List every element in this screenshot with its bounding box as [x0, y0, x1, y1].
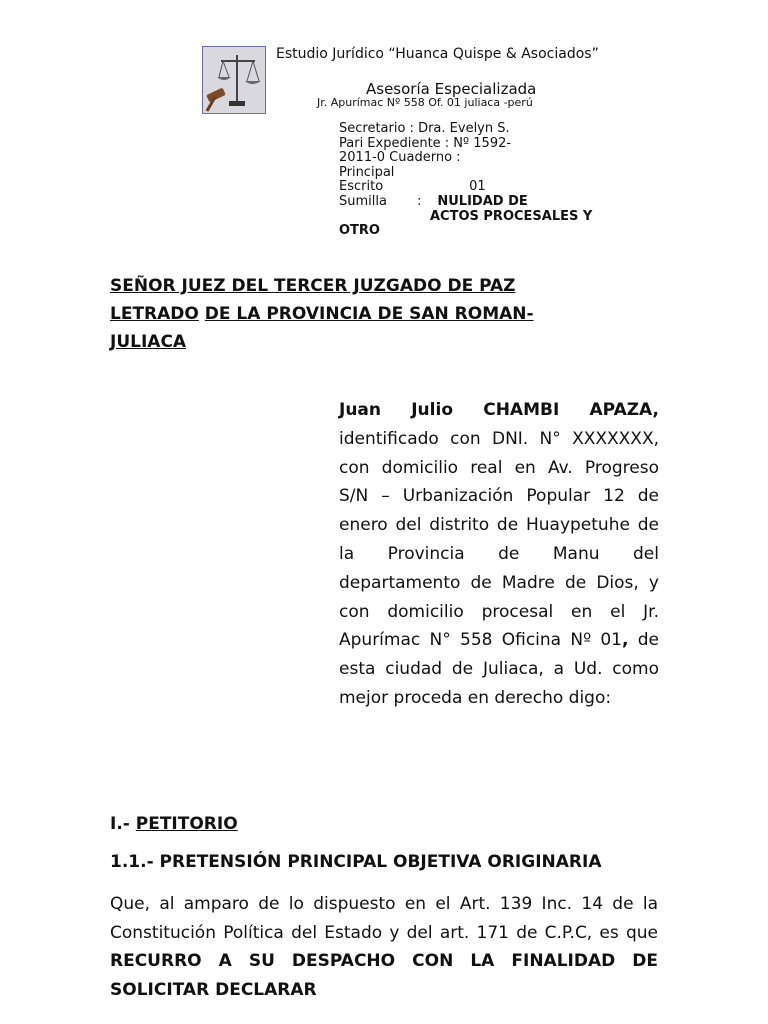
- party-introduction: [339, 396, 659, 713]
- sumilla-value-3: OTRO: [339, 223, 380, 239]
- addressee-line-2a: LETRADO: [110, 304, 199, 324]
- section-petitorio-heading: [110, 814, 238, 834]
- case-info: [339, 122, 639, 239]
- sumilla-label: Sumilla: [339, 193, 387, 209]
- addressee-line-1: SEÑOR JUEZ DEL TERCER JUZGADO DE PAZ: [110, 276, 516, 296]
- body-paragraph: [110, 890, 658, 1004]
- section-title: PETITORIO: [135, 814, 238, 834]
- case-info-expediente: Pari Expediente : Nº 1592-: [339, 135, 512, 151]
- firm-logo: [202, 46, 266, 114]
- addressee-line-3: JULIACA: [110, 332, 187, 352]
- court-addressee: [110, 272, 650, 356]
- sumilla-colon: :: [416, 193, 422, 209]
- body-text-a: Que, al amparo de lo dispuesto en el Art. 139 Inc. 14 de la Constitución Política del Estado y del art. 171 de C.P.C, es que: [110, 894, 658, 943]
- case-info-secretary: Secretario : Dra. Evelyn S.: [339, 121, 510, 136]
- section-1-1-heading: 1.1.- PRETENSIÓN PRINCIPAL OBJETIVA ORIGINARIA: [110, 852, 602, 872]
- firm-tagline: Asesoría Especializada: [366, 80, 537, 98]
- addressee-line-2b: DE LA PROVINCIA DE SAN ROMAN-: [204, 304, 534, 324]
- case-info-cuaderno: 2011-0 Cuaderno :: [339, 150, 461, 166]
- case-info-principal: Principal: [339, 164, 395, 180]
- party-text-a: identificado con DNI. N° XXXXXXX, con domicilio real en Av. Progreso S/N – Urbanización Popular 12 de enero del distrito de Huaypetuhe de la Provincia de Manu del departamento de Madre de Dios, y con domicilio procesal en el Jr. Apurímac N° 558 Oficina Nº 01: [339, 428, 659, 651]
- sumilla-value-1: NULIDAD DE: [437, 193, 528, 209]
- party-name: Juan Julio CHAMBI APAZA,: [339, 400, 659, 420]
- escrito-value: 01: [469, 179, 486, 195]
- body-text-b: RECURRO A SU DESPACHO CON LA FINALIDAD DE SOLICITAR DECLARAR: [110, 951, 658, 1000]
- party-comma: ,: [622, 630, 629, 651]
- party-text-b: de esta ciudad de Juliaca, a Ud. como mejor proceda en derecho digo:: [339, 630, 659, 708]
- firm-address: Jr. Apurímac Nº 558 Of. 01 juliaca -perú: [317, 96, 533, 109]
- scales-of-justice-gavel-icon: [203, 47, 265, 113]
- firm-name: Estudio Jurídico “Huanca Quispe & Asociados”: [276, 46, 599, 62]
- escrito-label: Escrito: [339, 179, 384, 195]
- case-info-sumilla: [339, 195, 639, 210]
- sumilla-value-2: ACTOS PROCESALES Y: [430, 208, 593, 224]
- case-info-escrito: [339, 180, 639, 195]
- section-number: I.-: [110, 814, 130, 834]
